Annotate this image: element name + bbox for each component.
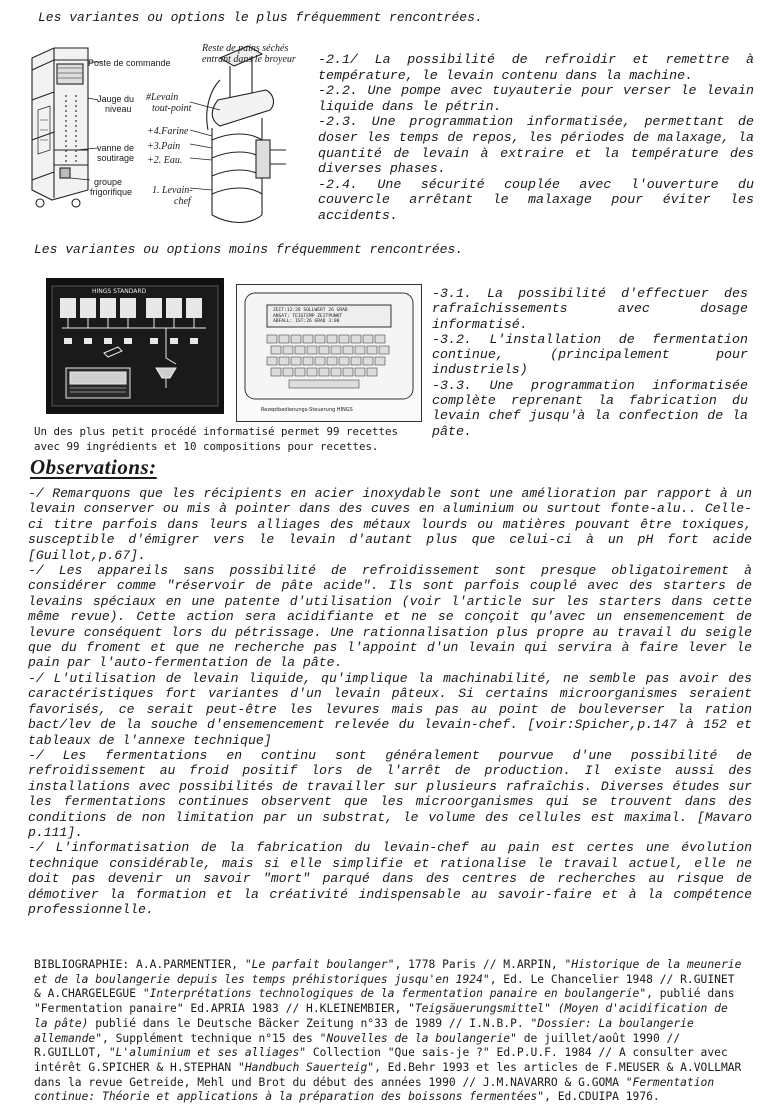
option-2-1: -2.1/ La possibilité de refroidir et remettre à température, le levain contenu dans la machine.	[318, 52, 754, 83]
observation-5: -/ L'informatisation de la fabrication du levain-chef au pain est certes une évolution technique considérable, mais si elle simplifie et rationalise le travail actuel, elle ne doit pas devenir un savoir "mort" parqué dans des centres de recherches au risque de démotiver la formation et la créativité indispensable au savoir-faire et à la compétence professionnelle.	[28, 840, 752, 917]
option-2-2: -2.2. Une pompe avec tuyauterie pour verser le levain liquide dans le pétrin.	[318, 83, 754, 114]
label-levain-chef	[152, 185, 193, 207]
label-farine: +4.Farine	[147, 126, 189, 137]
label-reste-line2: entrant dans le broyeur	[202, 54, 296, 65]
section-heading-less: Les variantes ou options moins fréquemment rencontrées.	[34, 242, 464, 257]
option-3-3: -3.3. Une programmation informatisée complète reprenant la fabrication du levain chef jusqu'à la confection de la pâte.	[432, 377, 748, 439]
bib-title: "Fermentation continue: Théorie et applications à la préparation des boissons fermentées"	[34, 1075, 715, 1104]
label-groupe-line2: frigorifique	[90, 187, 133, 197]
label-pain: +3.Pain	[147, 141, 181, 152]
bibliography	[34, 958, 742, 1105]
bib-part: , Supplément technique n°15 des	[102, 1031, 320, 1045]
bib-part: BIBLIOGRAPHIE: A.A.PARMENTIER,	[34, 958, 245, 971]
options-frequent-list	[318, 52, 754, 224]
control-screen-drawing	[46, 278, 224, 414]
figure-caption-line2: avec 99 ingrédients et 10 compositions pour recettes.	[34, 440, 379, 453]
bib-part: Collection "Que sais-je ?" Ed.P.U.F. 1984 // A consulter avec intérêt G.SPICHER & H.STEPHAN	[34, 1046, 728, 1074]
figure-caption-line1: Un des plus petit procédé informatisé permet 99 recettes	[34, 425, 399, 438]
panel-display-text	[273, 308, 348, 325]
label-jauge	[97, 94, 134, 114]
section-heading-frequent: Les variantes ou options le plus fréquemment rencontrées.	[38, 10, 483, 25]
bib-part: , Ed. Le Chancelier 1948 // R.GUINET & A.CHARGELEGUE	[34, 972, 735, 1001]
panel-display-line1: ZEIT:12:28 SOLLWERT 26 GRAD	[273, 308, 348, 313]
label-jauge-line2: niveau	[105, 104, 132, 114]
label-groupe-line1: groupe	[94, 177, 123, 187]
panel-display-line2: ANSAT: TEIGTEMP ZEITPUNKT	[273, 313, 343, 319]
bib-title: "Teigsäuerungsmittel" (Moyen d'acidification de la pâte)	[34, 1002, 728, 1030]
option-2-4: -2.4. Une sécurité couplée avec l'ouverture du couvercle arrêtant le malaxage pour éviter les accidents.	[318, 176, 754, 223]
observation-2: -/ Les appareils sans possibilité de refroidissement sont presque obligatoirement à considérer comme "réservoir de pâte acide". Ils sont parfois couplé avec des starters de levains spéciaux en une patente d'utilisation (voir l'article sur les starters dans cette même revue). Cette action sera acidifiante et ne se conçoit qu'avec un ensemencement de levure conséquent lors du pétrissage. Une rationnalisation plus propre au travail du seigle que du froment et que ne recherche pas l'appoint d'un levain qui servira à faire lever le pain par l'auto-fermentation de la pâte.	[28, 563, 752, 671]
bib-part: , publié dans "Fermentation panaire" Ed.APRIA 1983 // H.KLEINEMBIER,	[34, 987, 735, 1016]
bib-part: , 1778 Paris // M.ARPIN,	[394, 958, 565, 971]
bib-title: "Handbuch Sauerteig"	[238, 1060, 375, 1074]
observation-3: -/ L'utilisation de levain liquide, qu'implique la machinabilité, ne semble pas avoir des caractéristiques fort variantes d'un levain pâteux. Si certains microorganismes seraient favorisés, ce serait peut-être les levures mais pas au point de bouleverser la ration bact/lev de la souche d'ensemencement relevée du levain-chef. [voir:Spicher,p.147 à 152 et tableaux de l'annexe technique]	[28, 670, 752, 748]
panel-display-line3: ABFALL: IST:26 GRAD 3:00	[273, 319, 340, 325]
bib-title: "Historique de la meunerie et de la boulangerie depuis les temps préhistoriques jusqu'en 1924"	[34, 958, 742, 986]
bib-title: "Nouvelles de la boulangerie"	[319, 1031, 517, 1045]
bib-title: "L'aluminium et ses alliages"	[108, 1046, 307, 1060]
bib-title: "Interprétations technologiques de la fermentation panaire en boulangerie"	[142, 987, 647, 1001]
label-jauge-line1: Jauge du	[97, 94, 135, 104]
keyboard-panel-drawing	[236, 284, 422, 422]
bib-title: "Le parfait boulanger"	[244, 958, 395, 971]
label-levain-line1: #Levain	[146, 92, 179, 103]
label-vanne	[97, 143, 134, 163]
options-less-list	[432, 286, 748, 439]
control-screen-photo	[46, 278, 224, 414]
option-2-3: -2.3. Une programmation informatisée, permettant de doser les temps de repos, les périodes de malaxage, la quantité de levain à extraire et la température des diverses phases.	[318, 114, 754, 177]
fermenter-diagram-illustration	[190, 40, 325, 230]
label-poste-commande: Poste de commande	[88, 58, 171, 68]
observation-1: -/ Remarquons que les récipients en acier inoxydable sont une amélioration par rapport à un levain conserver ou mis à pointer dans des cuves en aluminium ou surtout fonte-alu.. Celle-ci titre parfois dans leurs alliages des métaux lourds ou matières pouvant être toxiques, susceptible d'émigrer vers le levain d'autant plus que celui-ci à un pH fort acide [Guillot,p.67].	[28, 486, 752, 563]
screen-brand-label: HINGS STANDARD	[92, 288, 147, 295]
option-3-2: -3.2. L'installation de fermentation continue, (principalement pour industriels)	[432, 331, 748, 378]
label-vanne-line2: soutirage	[97, 153, 135, 163]
figure-caption	[34, 424, 398, 454]
keyboard-panel-svg	[237, 285, 421, 421]
bib-part: , Ed.CDUIPA 1976.	[544, 1090, 660, 1104]
observations-title: Observations:	[30, 455, 157, 479]
label-chef-line1: 1. Levain-	[152, 185, 193, 196]
observation-4: -/ Les fermentations en continu sont généralement pourvue d'une possibilité de refroidissement au froid positif lors de l'arrêt de production. Il existe aussi des installations avec possibilités de travailler sur plusieurs rafraîchis. Diverses études sur les fermentations continues observent que les microorganismes qui se trouvent dans des conditions de non limitation par un substrat, le volume des cellules est maximal. [Mavaro p.111].	[28, 747, 752, 840]
label-levain-line2: tout-point	[152, 103, 192, 114]
label-eau: +2. Eau.	[147, 155, 183, 166]
label-reste-line1: Reste de pains séchés	[202, 43, 289, 54]
bib-part: de juillet/août 1990 // R.GUILLOT,	[34, 1031, 681, 1060]
option-3-1: -3.1. La possibilité d'effectuer des rafraîchissements avec dosage informatisé.	[432, 286, 748, 332]
label-vanne-line1: vanne de	[97, 143, 135, 153]
label-chef-line2: chef	[174, 196, 191, 207]
bib-title: "Dossier: La boulangerie allemande"	[34, 1016, 694, 1045]
label-groupe	[90, 177, 132, 197]
bib-part: publié dans le Deutsche Bäcker Zeitung n°33 de 1989 // I.N.B.P.	[88, 1016, 531, 1030]
label-reste-pains	[202, 43, 296, 65]
bib-part: , Ed.Behr 1993 et les articles de F.MEUSER & A.VOLLMAR dans la revue Getreide, Mehl und Brot du début des années 1990 // J.M.NAVARRO & G.GOMA	[34, 1060, 742, 1089]
label-levain-tout-point	[146, 92, 191, 114]
panel-caption: Rezeptbedienungs-Steuerung HINGS	[261, 407, 353, 413]
observations-body	[28, 486, 752, 917]
